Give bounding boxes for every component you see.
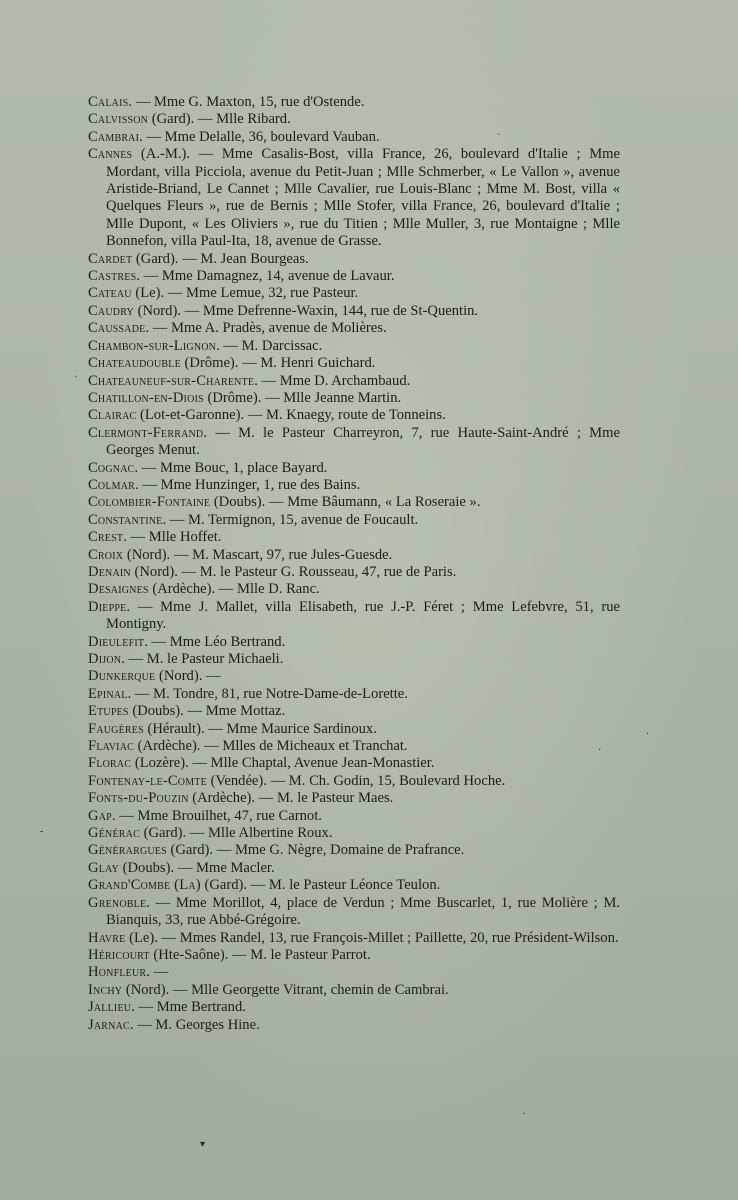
place-name: Grand'Combe (La) [88, 877, 201, 894]
entry-details: (Drôme). — Mlle Jeanne Martin. [203, 389, 402, 406]
stray-mark: · [646, 729, 650, 740]
list-item [88, 320, 620, 337]
entry-details: (Ardèche). — Mlles de Micheaux et Tranchat. [134, 738, 408, 755]
entry-details: . — Mme A. Pradès, avenue de Molières. [145, 320, 387, 337]
list-item [88, 860, 620, 877]
list-item [88, 703, 620, 720]
place-name: Clairac [88, 407, 137, 424]
entry-details: (Lot-et-Garonne). — M. Knaegy, route de Tonneins. [136, 407, 446, 424]
entry-details: (Ardèche). — Mlle D. Ranc. [148, 581, 320, 598]
entry-details: . — Mme G. Maxton, 15, rue d'Ostende. [128, 94, 365, 110]
entry-details: . — M. le Pasteur Charreyron, 7, rue Haute-Saint-André ; Mme Georges Menut. [106, 424, 620, 459]
list-item [88, 460, 620, 477]
place-name: Honfleur [88, 964, 147, 981]
list-item [88, 738, 620, 755]
place-name: Constantine [88, 511, 163, 528]
stray-mark: - [40, 826, 44, 837]
place-name: Chatillon-en-Diois [88, 389, 204, 406]
place-name: Cambrai [88, 128, 140, 145]
entry-details: . — Mme Damagnez, 14, avenue de Lavaur. [136, 268, 395, 285]
place-name: Jarnac [88, 1016, 130, 1033]
list-item [88, 251, 620, 268]
list-item [88, 129, 620, 146]
place-name: Etupes [88, 703, 129, 720]
entry-details: . — M. le Pasteur Michaeli. [121, 651, 284, 667]
entry-details: . — M. Tondre, 81, rue Notre-Dame-de-Lorette. [127, 685, 408, 702]
place-name: Dieppe [88, 598, 127, 615]
list-item [88, 877, 620, 894]
list-item [88, 285, 620, 302]
place-name: Havre [88, 929, 126, 946]
list-item [88, 529, 620, 546]
place-name: Calais [88, 94, 129, 110]
entry-details: (Doubs). — Mme Macler. [118, 859, 275, 876]
list-item [88, 773, 620, 790]
entry-details: (Hérault). — Mme Maurice Sardinoux. [143, 720, 377, 737]
place-name: Générargues [88, 842, 167, 859]
entry-details: . — Mme Bouc, 1, place Bayard. [134, 459, 328, 476]
entry-details: (Drôme). — M. Henri Guichard. [180, 355, 376, 372]
place-name: Crest [88, 529, 124, 546]
place-name: Calvisson [88, 111, 149, 128]
entry-details: (Nord). — [155, 668, 221, 685]
list-item [88, 686, 620, 703]
place-name: Glay [88, 859, 119, 876]
list-item [88, 825, 620, 842]
place-name: Générac [88, 825, 140, 842]
place-name: Croix [88, 546, 124, 563]
entry-details: (Gard). — M. Jean Bourgeas. [132, 250, 309, 267]
list-item [88, 808, 620, 825]
entry-details: (Nord). — M. le Pasteur G. Rousseau, 47, rue de Paris. [130, 563, 457, 580]
list-item [88, 790, 620, 807]
list-item [88, 982, 620, 999]
place-name: Cognac [88, 459, 135, 476]
place-name: Fonts-du-Pouzin [88, 790, 189, 807]
list-item [88, 146, 620, 250]
entry-details: . — Mme Bertrand. [131, 999, 246, 1016]
entry-details: (Doubs). — Mme Mottaz. [128, 703, 286, 720]
place-name: Faugères [88, 720, 144, 737]
entry-details: (Ardèche). — M. le Pasteur Maes. [188, 790, 394, 807]
list-item [88, 111, 620, 128]
place-name: Denain [88, 563, 131, 580]
entry-details: . — [146, 964, 169, 981]
place-name: Desaignes [88, 581, 149, 598]
entry-details: (Nord). — Mlle Georgette Vitrant, chemin de Cambrai. [122, 981, 449, 998]
place-name: Chateaudouble [88, 355, 181, 372]
entry-details: (Nord). — Mme Defrenne-Waxin, 144, rue de St-Quentin. [133, 302, 479, 319]
address-list [88, 94, 620, 1034]
list-item [88, 581, 620, 598]
list-item [88, 425, 620, 460]
place-name: Jallieu [88, 999, 132, 1016]
place-name: Caussade [88, 320, 146, 337]
place-name: Flaviac [88, 738, 135, 755]
place-name: Héricourt [88, 946, 150, 963]
place-name: Caudry [88, 302, 134, 319]
list-item [88, 721, 620, 738]
entry-details: . — M. Darcissac. [216, 337, 323, 354]
stray-mark: · [598, 745, 602, 756]
list-item [88, 1017, 620, 1034]
entry-details: (A.-M.). — Mme Casalis-Bost, villa France, 26, boulevard d'Italie ; Mme Mordant, villa Picciola, avenue du Petit-Juan ; Mlle Schmerber, « Le Vallon », avenue Aristide-Briand, Le Cannet ; Mlle Cavalier, rue Louis-Blanc ; Mme M. Bost, villa « Quelques Fleurs », rue de Bernis ; Mlle Stofer, villa France, 26, boulevard d'Italie ; Mlle Dupont, « Les Oliviers », rue du Titien ; Mlle Muller, 3, rue Montaigne ; Mlle Bonnefon, villa Paul-Ita, 18, avenue de Grasse. [106, 146, 620, 250]
list-item [88, 94, 620, 111]
list-item [88, 668, 620, 685]
entry-details: . — Mme D. Archambaud. [254, 372, 411, 389]
list-item [88, 268, 620, 285]
entry-details: . — Mme J. Mallet, villa Elisabeth, rue J.-P. Féret ; Mme Lefebvre, 51, rue Montigny. [106, 598, 620, 633]
list-item [88, 999, 620, 1016]
entry-details: . — Mme Hunzinger, 1, rue des Bains. [135, 476, 361, 493]
place-name: Colombier-Fontaine [88, 494, 211, 511]
list-item [88, 477, 620, 494]
list-item [88, 930, 620, 947]
entry-details: (Gard). — Mlle Albertine Roux. [139, 825, 333, 842]
entry-details: (Gard). — Mme G. Nègre, Domaine de Prafrance. [166, 842, 465, 859]
place-name: Florac [88, 755, 132, 772]
list-item [88, 651, 620, 668]
place-name: Fontenay-le-Comte [88, 772, 207, 789]
entry-details: . — M. Termignon, 15, avenue de Foucault. [162, 511, 419, 528]
place-name: Grenoble [88, 894, 147, 911]
entry-details: (Gard). — Mlle Ribard. [148, 111, 291, 128]
place-name: Colmar [88, 476, 136, 493]
entry-details: (Doubs). — Mme Bâumann, « La Roseraie ». [210, 494, 481, 511]
place-name: Clermont-Ferrand [88, 424, 204, 441]
list-item [88, 755, 620, 772]
place-name: Chambon-sur-Lignon [88, 337, 217, 354]
stray-mark: ▾ [200, 1139, 206, 1150]
place-name: Cardet [88, 250, 133, 267]
entry-details: (Lozère). — Mlle Chaptal, Avenue Jean-Monastier. [131, 755, 435, 772]
list-item [88, 947, 620, 964]
place-name: Inchy [88, 981, 123, 998]
list-item [88, 547, 620, 564]
entry-details: (Vendée). — M. Ch. Godin, 15, Boulevard Hoche. [206, 772, 506, 789]
place-name: Epinal [88, 685, 128, 702]
stray-mark: · [522, 1109, 526, 1120]
entry-details: . — Mme Brouilhet, 47, rue Carnot. [111, 807, 322, 824]
place-name: Dieulefit [88, 633, 145, 650]
place-name: Cannes [88, 146, 133, 163]
stray-mark: · [74, 372, 78, 383]
place-name: Gap [88, 807, 112, 824]
list-item [88, 599, 620, 634]
entry-details: . — Mme Léo Bertrand. [144, 633, 286, 650]
entry-details: (Le). — Mmes Randel, 13, rue François-Millet ; Paillette, 20, rue Président-Wilson. [125, 929, 619, 946]
list-item [88, 494, 620, 511]
place-name: Chateauneuf-sur-Charente [88, 372, 255, 389]
entry-details: . — Mlle Hoffet. [123, 529, 222, 546]
list-item [88, 355, 620, 372]
place-name: Cateau [88, 285, 132, 302]
entry-details: (Nord). — M. Mascart, 97, rue Jules-Guesde. [123, 546, 393, 563]
list-item [88, 338, 620, 355]
list-item [88, 564, 620, 581]
place-name: Castres [88, 268, 137, 285]
list-item [88, 373, 620, 390]
list-item [88, 964, 620, 981]
entry-details: (Gard). — M. le Pasteur Léonce Teulon. [200, 877, 441, 894]
list-item [88, 842, 620, 859]
entry-details: (Le). — Mme Lemue, 32, rue Pasteur. [131, 285, 359, 302]
entry-details: . — Mme Morillot, 4, place de Verdun ; Mme Buscarlet, 1, rue Molière ; M. Bianquis, 33, rue Abbé-Grégoire. [106, 894, 620, 929]
entry-details: . — Mme Delalle, 36, boulevard Vauban. [139, 128, 380, 145]
list-item [88, 512, 620, 529]
list-item [88, 390, 620, 407]
place-name: Dunkerque [88, 668, 156, 685]
list-item [88, 634, 620, 651]
place-name: Dijon [88, 651, 122, 667]
entry-details: (Hte-Saône). — M. le Pasteur Parrot. [149, 946, 371, 963]
stray-mark: · [497, 130, 501, 141]
list-item [88, 895, 620, 930]
list-item [88, 303, 620, 320]
entry-details: . — M. Georges Hine. [129, 1016, 260, 1033]
list-item [88, 407, 620, 424]
